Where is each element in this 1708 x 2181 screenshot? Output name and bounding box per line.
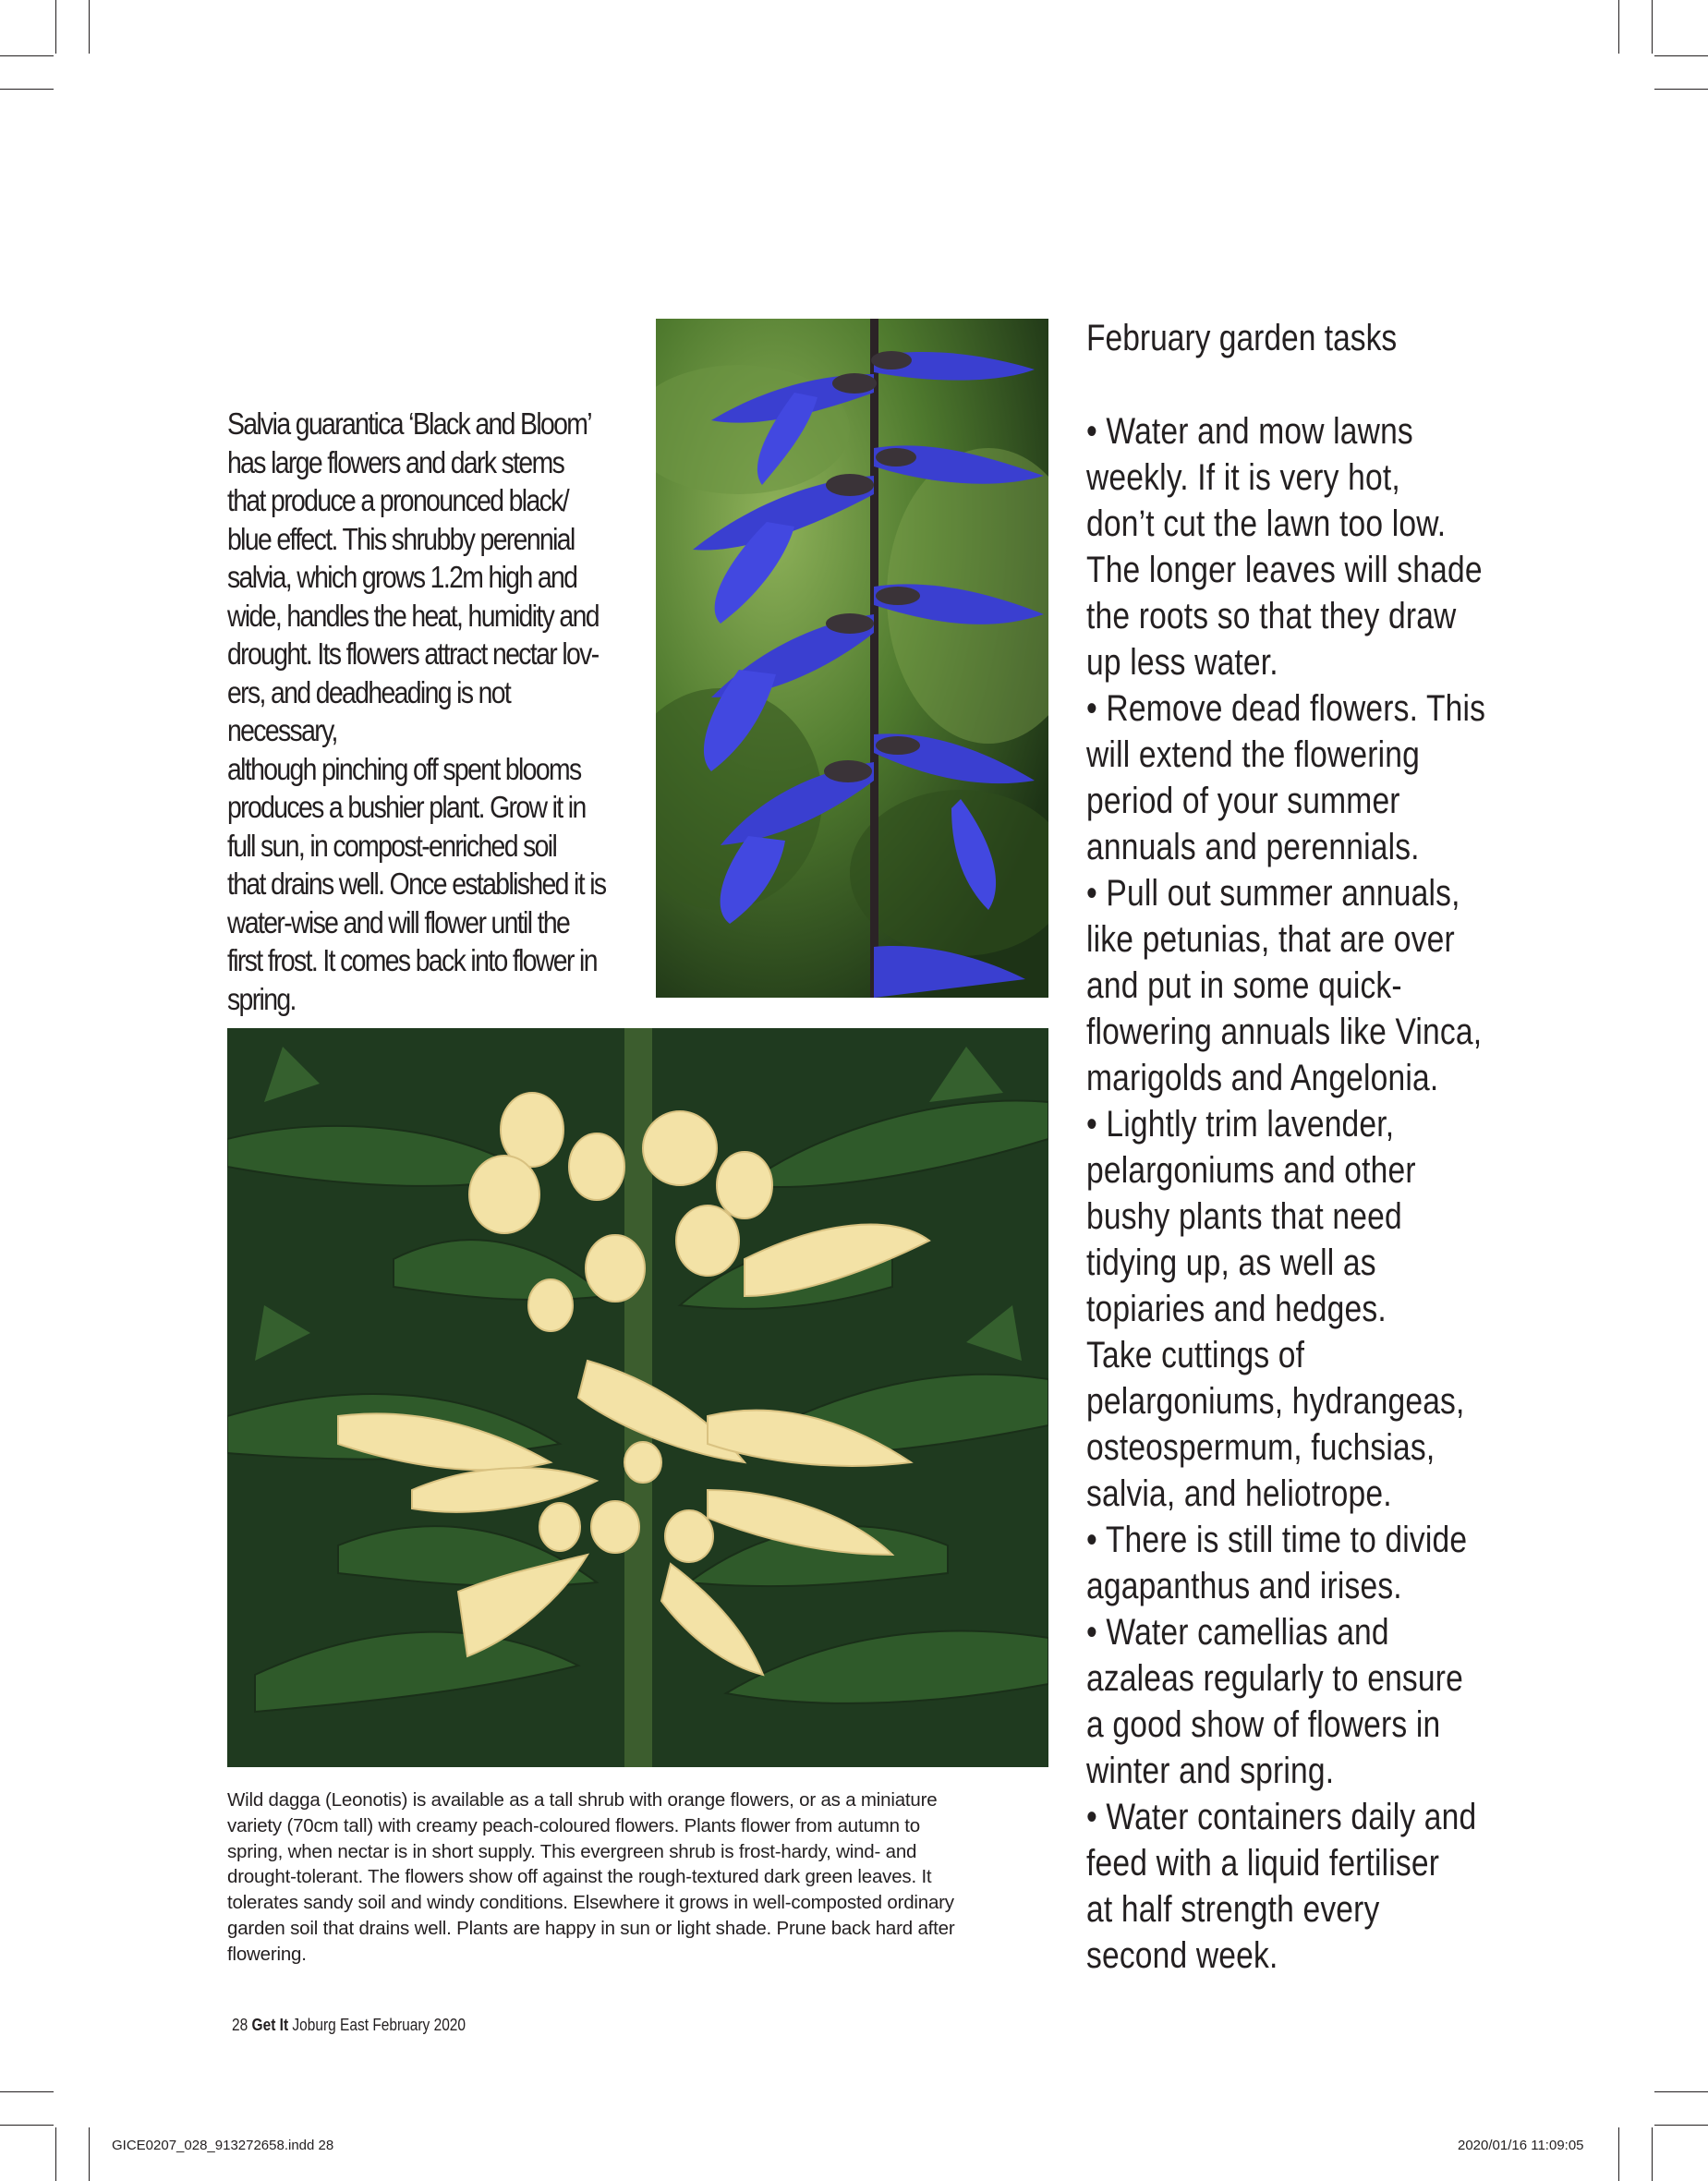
caption-line: spring. [227,981,296,1016]
caption-line: although pinching off spent blooms [227,751,581,786]
task-line: osteospermum, fuchsias, [1086,1427,1435,1468]
task-line: the roots so that they draw [1086,596,1457,636]
task-line: tidying up, as well as [1086,1242,1376,1283]
caption-line: Wild dagga (Leonotis) is available as a tall shrub with orange flowers, or as a miniature [227,1789,938,1811]
task-line: • Pull out summer annuals, [1086,873,1460,914]
crop-mark [1654,2125,1708,2126]
crop-mark [1618,0,1619,54]
caption-line: drought. Its flowers attract nectar lov- [227,636,599,671]
salvia-caption [227,405,624,1018]
caption-line: flowering. [227,1943,307,1965]
task-line: azaleas regularly to ensure [1086,1658,1463,1699]
print-slug-datetime: 2020/01/16 11:09:05 [1458,2138,1584,2153]
caption-line: ers, and deadheading is not necessary, [227,674,511,747]
caption-line: salvia, which grows 1.2m high and [227,560,577,594]
caption-line: blue effect. This shrubby perennial [227,521,575,556]
task-line: bushy plants that need [1086,1196,1402,1237]
caption-line: Salvia guarantica ‘Black and Bloom’ [227,406,591,441]
caption-line: garden soil that drains well. Plants are happy in sun or light shade. Prune back hard after [227,1917,955,1939]
crop-mark [1652,2127,1653,2181]
task-line: pelargoniums, hydrangeas, [1086,1381,1465,1422]
task-line: • Lightly trim lavender, [1086,1104,1395,1145]
crop-mark [1618,2127,1619,2181]
task-line: second week. [1086,1935,1278,1976]
crop-mark [1654,2091,1708,2092]
task-line: will extend the flowering [1086,734,1420,775]
caption-line: wide, handles the heat, humidity and [227,598,599,633]
task-line: The longer leaves will shade [1086,550,1483,590]
task-line: annuals and perennials. [1086,827,1420,867]
caption-line: that drains well. Once established it is [227,866,606,901]
task-line: • Water containers daily and [1086,1797,1477,1837]
task-line: • Remove dead flowers. This [1086,688,1486,729]
crop-mark [1654,89,1708,90]
task-line: salvia, and heliotrope. [1086,1473,1392,1514]
edition-label: Joburg East February 2020 [292,2016,466,2034]
task-line: marigolds and Angelonia. [1086,1058,1439,1098]
task-line: feed with a liquid fertiliser [1086,1843,1440,1884]
salvia-photo [656,319,1048,998]
task-line: and put in some quick- [1086,965,1402,1006]
task-line: a good show of flowers in [1086,1704,1441,1745]
crop-mark [0,2091,54,2092]
crop-mark [89,2127,90,2181]
task-line: • Water and mow lawns [1086,411,1413,452]
task-line: period of your summer [1086,781,1400,821]
task-line: like petunias, that are over [1086,919,1455,960]
caption-line: spring, when nectar is in short supply. This evergreen shrub is frost-hardy, wind- and [227,1840,917,1862]
caption-line: variety (70cm tall) with creamy peach-coloured flowers. Plants flower from autumn to [227,1814,920,1836]
caption-line: full sun, in compost-enriched soil [227,828,557,863]
print-slug-filename: GICE0207_028_913272658.indd 28 [112,2138,334,2153]
wild-dagga-photo [227,1028,1048,1767]
task-line: don’t cut the lawn too low. [1086,503,1447,544]
crop-mark [0,89,54,90]
task-line: • Water camellias and [1086,1612,1389,1653]
wild-dagga-caption [227,1787,1054,1968]
crop-mark [1652,0,1653,54]
page-folio [232,2014,466,2036]
task-line: winter and spring. [1086,1751,1335,1791]
crop-mark [89,0,90,54]
task-line: agapanthus and irises. [1086,1566,1402,1606]
caption-line: drought-tolerant. The flowers show off against the rough-textured dark green leaves. It [227,1866,932,1888]
crop-mark [1654,55,1708,56]
crop-mark [0,2125,54,2126]
caption-line: that produce a pronounced black/ [227,483,568,517]
task-line: flowering annuals like Vinca, [1086,1012,1483,1052]
task-line: weekly. If it is very hot, [1086,457,1400,498]
salvia-flower-image [656,319,1048,998]
crop-mark [0,55,54,56]
task-line: • There is still time to divide [1086,1520,1468,1560]
page-number: 28 [232,2016,248,2034]
task-line: pelargoniums and other [1086,1150,1416,1191]
caption-line: produces a bushier plant. Grow it in [227,790,586,824]
crop-mark [55,2127,56,2181]
task-line: topiaries and hedges. [1086,1289,1387,1329]
tasks-heading: February garden tasks [1086,318,1398,358]
task-line: at half strength every [1086,1889,1380,1930]
crop-mark [55,0,56,54]
caption-line: tolerates sandy soil and windy conditions. Elsewhere it grows in well-composted ordinary [227,1892,954,1914]
wild-dagga-flower-image [227,1028,1048,1767]
caption-line: water-wise and will flower until the [227,904,570,939]
task-line: Take cuttings of [1086,1335,1305,1375]
task-line: up less water. [1086,642,1278,683]
tasks-list [1086,408,1520,1979]
publication-brand: Get It [251,2016,289,2034]
caption-line: has large flowers and dark stems [227,444,564,479]
caption-line: first frost. It comes back into flower in [227,943,597,977]
